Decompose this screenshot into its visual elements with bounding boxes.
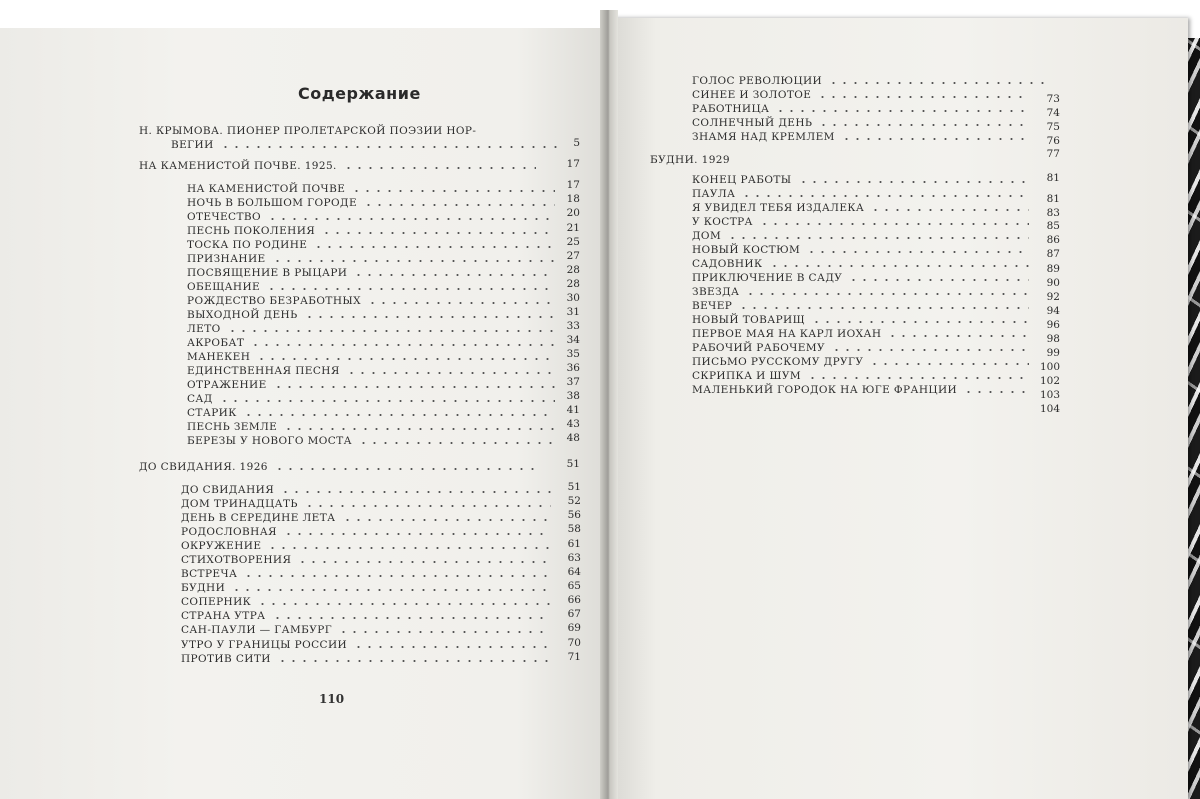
toc-entry (187, 209, 558, 223)
dot-leader (280, 491, 551, 493)
toc-entry-title: ДОМ (692, 230, 722, 242)
toc-page-number: 87 (1046, 248, 1060, 260)
toc-entry-title: РАБОТНИЦА (692, 103, 770, 115)
toc-entry (181, 622, 554, 636)
toc-entry-title: РОДОСЛОВНАЯ (181, 526, 277, 538)
dot-leader (831, 349, 1029, 351)
dot-leader (272, 260, 555, 262)
dot-leader (736, 161, 1022, 163)
toc-entry-title: НОЧЬ В БОЛЬШОМ ГОРОДЕ (187, 197, 358, 209)
dot-leader (806, 251, 1029, 253)
toc-entry-title: АКРОБАТ (187, 337, 245, 349)
toc-page-number: 61 (567, 538, 581, 550)
dot-leader (798, 181, 1029, 183)
dot-leader (869, 363, 1029, 365)
toc-entry (181, 608, 554, 622)
toc-entry-title: СОЛНЕЧНЫЙ ДЕНЬ (692, 117, 813, 129)
toc-entry (692, 101, 1032, 115)
toc-page-number: 28 (566, 264, 580, 276)
toc-page-number: 41 (566, 404, 580, 416)
toc-page-number: 100 (1039, 361, 1060, 373)
toc-page-number: 90 (1046, 277, 1060, 289)
dot-leader (272, 617, 551, 619)
toc-entry-title: БЕРЕЗЫ У НОВОГО МОСТА (187, 435, 352, 447)
toc-entry-title: СОПЕРНИК (181, 596, 252, 608)
dot-leader (267, 547, 551, 549)
toc-entry (692, 256, 1032, 270)
toc-entry (181, 538, 554, 552)
dot-leader (741, 195, 1029, 197)
toc-page-number: 98 (1046, 333, 1060, 345)
toc-page-number: 94 (1046, 305, 1060, 317)
toc-entry-title: ПЕРВОЕ МАЯ НА КАРЛ ИОХАН (692, 328, 882, 340)
dot-leader (219, 400, 555, 402)
toc-entry (181, 566, 554, 580)
dot-leader (358, 442, 555, 444)
toc-entry-title: ПОСВЯЩЕНИЕ В РЫЦАРИ (187, 267, 348, 279)
toc-entry-title: Я УВИДЕЛ ТЕБЯ ИЗДАЛЕКА (692, 202, 865, 214)
toc-entry (187, 433, 558, 447)
toc-entry (692, 172, 1032, 186)
toc-entry (181, 594, 554, 608)
toc-page-number: 35 (566, 348, 580, 360)
toc-page-number: 70 (567, 637, 581, 649)
toc-entry (692, 298, 1032, 312)
toc-entry-title: ВЕГИИ (171, 139, 214, 151)
toc-entry-title: ОТРАЖЕНИЕ (187, 379, 267, 391)
toc-page-number: 31 (566, 306, 580, 318)
toc-entry-title: ПРИЗНАНИЕ (187, 253, 266, 265)
dot-leader (277, 660, 551, 662)
dot-leader (231, 589, 551, 591)
dot-leader (313, 246, 555, 248)
toc-entry-title: ЕДИНСТВЕННАЯ ПЕСНЯ (187, 365, 340, 377)
toc-entry-title: ЗНАМЯ НАД КРЕМЛЕМ (692, 131, 835, 143)
toc-entry-title: СТРАНА УТРА (181, 610, 266, 622)
dot-leader (273, 386, 555, 388)
toc-page-number: 81 (1046, 172, 1060, 184)
dot-leader (482, 132, 551, 134)
dot-leader (727, 237, 1029, 239)
toc-page-number: 73 (1046, 93, 1060, 105)
toc-page-number: 66 (567, 594, 581, 606)
toc-entry (181, 510, 554, 524)
toc-entry (181, 580, 554, 594)
toc-entry (181, 552, 554, 566)
dot-leader (828, 82, 1049, 84)
dot-leader (870, 209, 1029, 211)
dot-leader (351, 190, 555, 192)
toc-entry (181, 482, 554, 496)
toc-entry-title: ОБЕЩАНИЕ (187, 281, 261, 293)
dot-leader (243, 575, 551, 577)
toc-page-number: 25 (566, 236, 580, 248)
toc-entry-title: ЗВЕЗДА (692, 286, 740, 298)
toc-page-number: 74 (1046, 107, 1060, 119)
toc-page-number: 85 (1046, 220, 1060, 232)
toc-entry-title: ПИСЬМО РУССКОМУ ДРУГУ (692, 356, 864, 368)
dot-leader (342, 519, 552, 521)
toc-page-number: 51 (567, 481, 581, 493)
toc-entry-title: ДО СВИДАНИЯ (181, 484, 275, 496)
toc-entry-title: СТИХОТВОРЕНИЯ (181, 554, 292, 566)
toc-entry-title: ОТЕЧЕСТВО (187, 211, 262, 223)
toc-entry-title: ГОЛОС РЕВОЛЮЦИИ (692, 75, 823, 87)
dot-leader (353, 274, 555, 276)
toc-entry-title: ЛЕТО (187, 323, 221, 335)
toc-entry (692, 87, 1032, 101)
dot-leader (807, 377, 1029, 379)
toc-page-number: 81 (1046, 193, 1060, 205)
toc-entry (692, 186, 1032, 200)
toc-entry (181, 651, 554, 665)
dot-leader (274, 468, 536, 470)
dot-leader (887, 335, 1029, 337)
toc-entry (187, 405, 558, 419)
toc-entry (692, 354, 1032, 368)
toc-entry-title: МАНЕКЕН (187, 351, 251, 363)
toc-page-number: 99 (1046, 347, 1060, 359)
page-number: 110 (319, 692, 345, 706)
toc-page-number: 38 (566, 390, 580, 402)
toc-page-number: 69 (567, 622, 581, 634)
toc-entry (187, 293, 558, 307)
toc-entry-title: ВСТРЕЧА (181, 568, 238, 580)
toc-page-number: 34 (566, 334, 580, 346)
toc-entry-title: ДО СВИДАНИЯ. 1926 (139, 461, 268, 473)
toc-page-number: 30 (566, 292, 580, 304)
toc-entry (692, 270, 1032, 284)
toc-entry (692, 228, 1032, 242)
toc-entry (187, 223, 558, 237)
toc-entry (181, 524, 554, 538)
toc-entry (692, 129, 1032, 143)
toc-entry (692, 340, 1032, 354)
dot-leader (338, 631, 551, 633)
toc-entry-title: САД (187, 393, 213, 405)
toc-entry (692, 326, 1032, 340)
toc-entry (139, 459, 539, 473)
dot-leader (353, 646, 551, 648)
toc-entry-title: МАЛЕНЬКИЙ ГОРОДОК НА ЮГЕ ФРАНЦИИ (692, 384, 958, 396)
toc-entry (692, 115, 1032, 129)
toc-entry (181, 496, 554, 510)
dot-leader (220, 146, 558, 148)
dot-leader (227, 330, 555, 332)
toc-entry-title: ПЕСНЬ ЗЕМЛЕ (187, 421, 278, 433)
toc-entry-title: Н. КРЫМОВА. ПИОНЕР ПРОЛЕТАРСКОЙ ПОЭЗИИ НОР- (139, 125, 477, 137)
toc-page-number: 28 (566, 278, 580, 290)
toc-page-number: 76 (1046, 135, 1060, 147)
toc-page-number: 37 (566, 376, 580, 388)
toc-entry-title: СТАРИК (187, 407, 237, 419)
toc-entry (692, 382, 1032, 396)
toc-entry-title: У КОСТРА (692, 216, 753, 228)
toc-page-number: 33 (566, 320, 580, 332)
toc-entry-title: СИНЕЕ И ЗОЛОТОЕ (692, 89, 812, 101)
toc-page-number: 65 (567, 580, 581, 592)
dot-leader (811, 321, 1029, 323)
toc-entry-title: БУДНИ. 1929 (650, 154, 730, 166)
book-gutter (600, 10, 618, 799)
dot-leader (257, 603, 551, 605)
toc-entry (650, 152, 1025, 166)
dot-leader (297, 561, 551, 563)
toc-page-number: 17 (566, 158, 580, 170)
toc-page-number: 71 (567, 651, 581, 663)
toc-entry-title: НА КАМЕНИСТОЙ ПОЧВЕ (187, 183, 346, 195)
toc-entry-title: ПАУЛА (692, 188, 736, 200)
toc-entry-title: СКРИПКА И ШУМ (692, 370, 801, 382)
toc-page-number: 67 (567, 608, 581, 620)
toc-entry-title: КОНЕЦ РАБОТЫ (692, 174, 792, 186)
dot-leader (367, 302, 555, 304)
toc-entry (692, 242, 1032, 256)
toc-entry-title: ПЕСНЬ ПОКОЛЕНИЯ (187, 225, 316, 237)
toc-page-number: 52 (567, 495, 581, 507)
toc-entry (187, 307, 558, 321)
toc-entry (187, 377, 558, 391)
toc-page-number: 21 (566, 222, 580, 234)
toc-page-number: 17 (566, 179, 580, 191)
toc-entry (187, 363, 558, 377)
toc-page-number: 96 (1046, 319, 1060, 331)
toc-entry (692, 73, 1052, 87)
toc-entry (187, 335, 558, 349)
toc-page-number: 75 (1046, 121, 1060, 133)
toc-entry (187, 195, 558, 209)
toc-entry-title: НОВЫЙ КОСТЮМ (692, 244, 801, 256)
toc-entry (187, 181, 558, 195)
toc-entry-title: БУДНИ (181, 582, 226, 594)
toc-entry (692, 312, 1032, 326)
toc-page-number: 27 (566, 250, 580, 262)
toc-entry-title: НА КАМЕНИСТОЙ ПОЧВЕ. 1925. (139, 160, 337, 172)
dot-leader (346, 372, 555, 374)
toc-entry (181, 637, 554, 651)
dot-leader (304, 505, 551, 507)
toc-entry-title: САДОВНИК (692, 258, 763, 270)
toc-entry (187, 321, 558, 335)
toc-page-number: 102 (1039, 375, 1060, 387)
toc-entry-title: САН-ПАУЛИ — ГАМБУРГ (181, 624, 333, 636)
toc-entry-title: УТРО У ГРАНИЦЫ РОССИИ (181, 639, 348, 651)
dot-leader (848, 279, 1029, 281)
dot-leader (745, 293, 1029, 295)
dot-leader (738, 307, 1029, 309)
toc-entry-title: ТОСКА ПО РОДИНЕ (187, 239, 308, 251)
toc-entry (187, 419, 558, 433)
dot-leader (256, 358, 555, 360)
toc-page-number: 58 (567, 523, 581, 535)
toc-page-number: 43 (566, 418, 580, 430)
dot-leader (817, 96, 1029, 98)
toc-page-number: 83 (1046, 207, 1060, 219)
toc-entry (187, 265, 558, 279)
toc-page-number: 89 (1046, 263, 1060, 275)
toc-page-number: 18 (566, 193, 580, 205)
contents-heading: Содержание (298, 84, 421, 103)
toc-page-number: 92 (1046, 291, 1060, 303)
toc-entry-title: ПРИКЛЮЧЕНИЕ В САДУ (692, 272, 843, 284)
toc-entry (187, 279, 558, 293)
toc-page-number: 51 (566, 458, 580, 470)
dot-leader (841, 138, 1029, 140)
dot-leader (321, 232, 555, 234)
toc-entry-title: ВЕЧЕР (692, 300, 733, 312)
toc-entry (187, 349, 558, 363)
toc-entry (692, 214, 1032, 228)
toc-page-number: 48 (566, 432, 580, 444)
dot-leader (775, 110, 1029, 112)
dot-leader (267, 218, 555, 220)
dot-leader (343, 167, 536, 169)
toc-entry-title: НОВЫЙ ТОВАРИЩ (692, 314, 805, 326)
toc-entry (187, 391, 558, 405)
toc-entry (187, 251, 558, 265)
toc-entry (171, 137, 561, 151)
dot-leader (363, 204, 555, 206)
toc-entry (187, 237, 558, 251)
toc-page-number: 63 (567, 552, 581, 564)
toc-page-number: 36 (566, 362, 580, 374)
toc-entry-title: ОКРУЖЕНИЕ (181, 540, 262, 552)
dot-leader (250, 344, 555, 346)
dot-leader (243, 414, 555, 416)
toc-page-number: 77 (1046, 148, 1060, 160)
toc-entry-title: ВЫХОДНОЙ ДЕНЬ (187, 309, 298, 321)
dot-leader (769, 265, 1030, 267)
toc-entry (692, 200, 1032, 214)
toc-entry (692, 284, 1032, 298)
toc-entry-title: ДОМ ТРИНАДЦАТЬ (181, 498, 298, 510)
dot-leader (759, 223, 1029, 225)
toc-page-number: 5 (573, 137, 580, 149)
toc-entry-title: РОЖДЕСТВО БЕЗРАБОТНЫХ (187, 295, 362, 307)
toc-page-number: 56 (567, 509, 581, 521)
dot-leader (818, 124, 1029, 126)
toc-entry (139, 123, 554, 137)
toc-entry-title: РАБОЧИЙ РАБОЧЕМУ (692, 342, 825, 354)
dot-leader (304, 316, 555, 318)
toc-page-number: 104 (1039, 403, 1060, 415)
toc-page-number: 86 (1046, 234, 1060, 246)
toc-page-number: 64 (567, 566, 581, 578)
toc-page-number: 103 (1039, 389, 1060, 401)
dot-leader (283, 533, 551, 535)
toc-entry (692, 368, 1032, 382)
toc-entry (139, 158, 539, 172)
toc-entry-title: ДЕНЬ В СЕРЕДИНЕ ЛЕТА (181, 512, 336, 524)
toc-page-number: 20 (566, 207, 580, 219)
dot-leader (266, 288, 555, 290)
dot-leader (283, 428, 555, 430)
toc-entry-title: ПРОТИВ СИТИ (181, 653, 271, 665)
